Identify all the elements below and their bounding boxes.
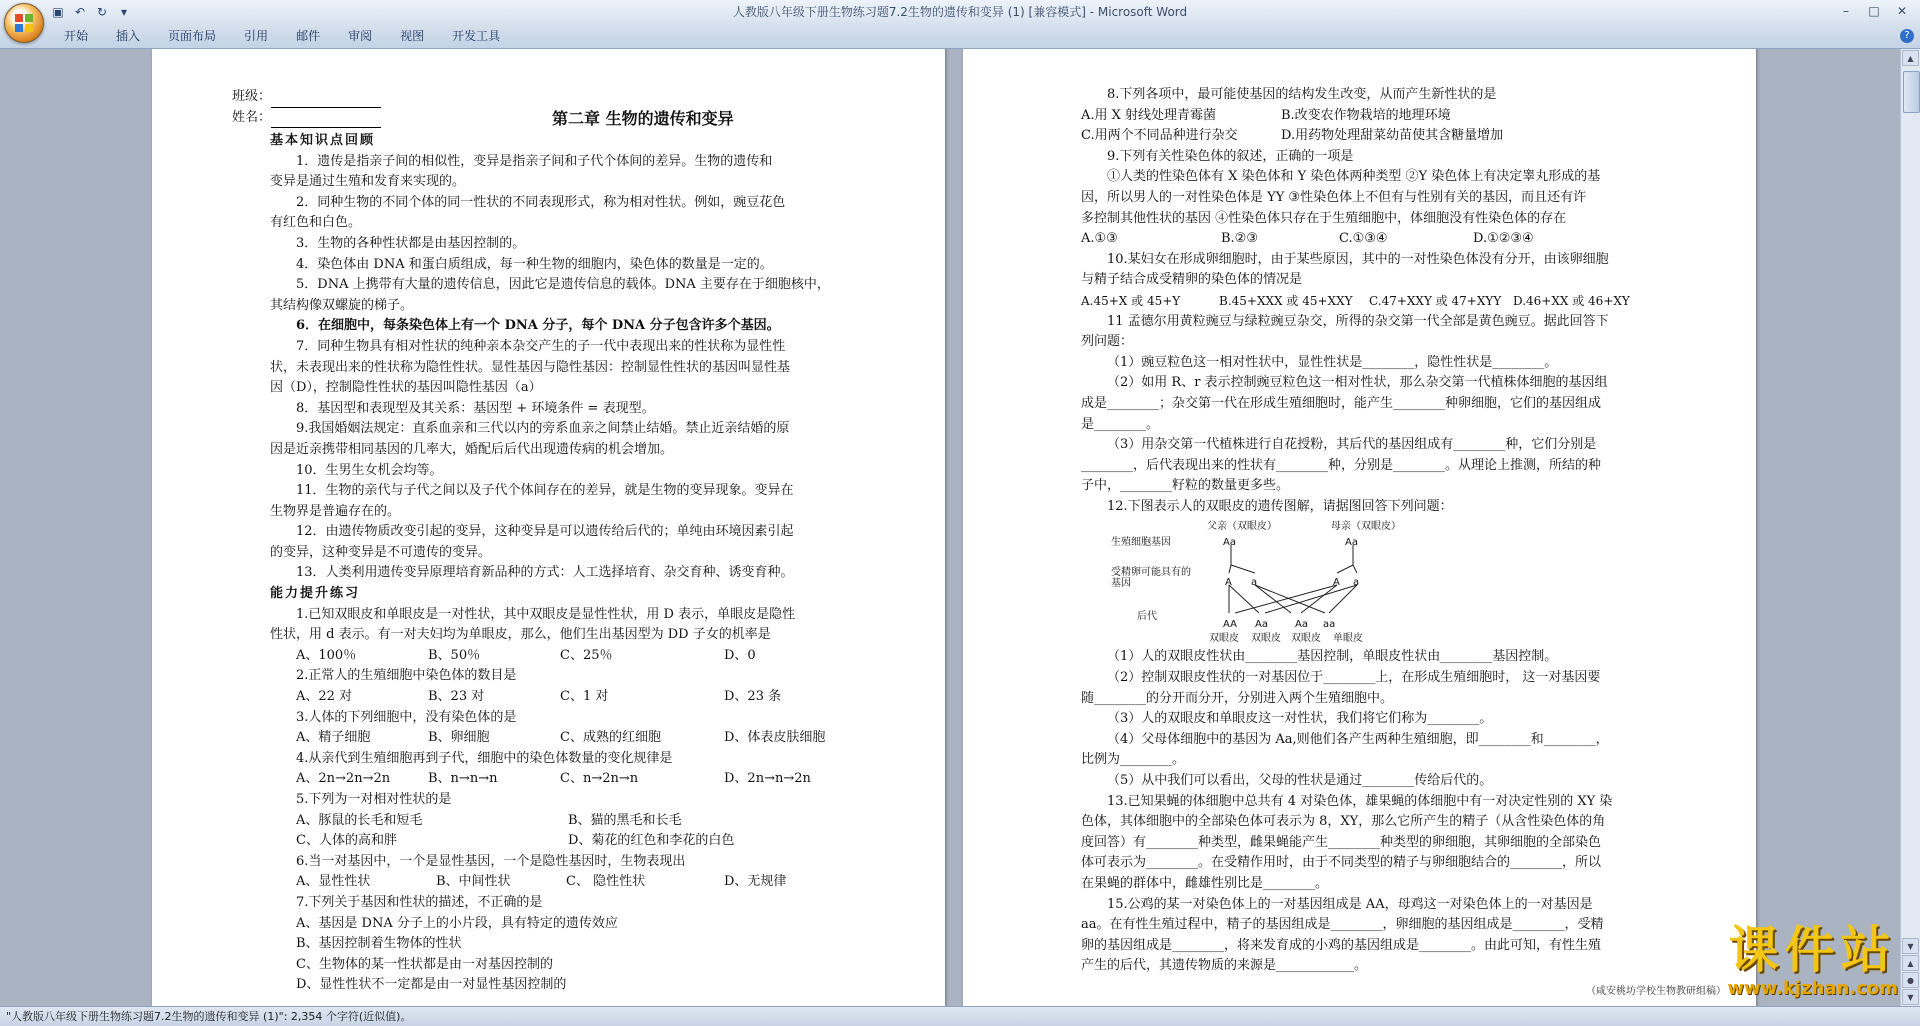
question-line: （2）如用 R、r 表示控制豌豆粒色这一相对性状，那么杂交第一代植株体细胞的基因组 xyxy=(1107,375,1608,391)
options-row xyxy=(270,872,830,893)
question-line: 13.已知果蝇的体细胞中总共有 4 对染色体，雄果蝇的体细胞中有一对决定性别的 XY 染 xyxy=(1107,793,1613,809)
option: D.用药物处理甜菜幼苗使其含糖量增加 xyxy=(1281,128,1504,144)
option: B、猫的黑毛和长毛 xyxy=(568,812,682,828)
father-label: 父亲（双眼皮） xyxy=(1207,521,1277,533)
gamete-label: A xyxy=(1225,577,1232,589)
row-label: 受精卵可能具有的基因 xyxy=(1111,567,1191,590)
credit-text: （咸安桃坊学校生物教研组稿） xyxy=(1586,986,1726,998)
watermark-url: www.kjzhan.com xyxy=(1727,978,1898,999)
question-line: 产生的后代，其遗传物质的来源是____________。 xyxy=(1081,958,1368,974)
tab-review[interactable]: 审阅 xyxy=(348,29,373,43)
question-line: 12.下图表示人的双眼皮的遗传图解，请据图回答下列问题： xyxy=(1107,498,1453,514)
maximize-button[interactable]: □ xyxy=(1868,4,1880,18)
document-area xyxy=(0,49,1900,1006)
options-row xyxy=(270,831,830,852)
section-heading: 基本知识点回顾 xyxy=(270,133,376,148)
text-line: 因是近亲携带相同基因的几率大，婚配后后代出现遗传病的机会增加。 xyxy=(270,441,674,457)
name-field[interactable] xyxy=(271,113,381,128)
option: D、显性性状不一定都是由一对显性基因控制的 xyxy=(296,977,567,993)
options-row xyxy=(270,811,830,832)
offspring-phenotype: 双眼皮 xyxy=(1251,633,1281,645)
page-header xyxy=(232,87,830,131)
scroll-down-icon[interactable]: ▼ xyxy=(1902,938,1919,954)
question-line: 卵的基因组成是________，将来发育成的小鸡的基因组成是________。由此可知，有性生殖 xyxy=(1081,937,1602,953)
option: C、n→2n→n xyxy=(560,771,639,787)
chapter-title: 第二章 生物的遗传和变异 xyxy=(552,109,734,128)
window-controls xyxy=(1832,2,1916,20)
tab-developer[interactable]: 开发工具 xyxy=(452,29,501,43)
question-line: 色体，其体细胞中的全部染色体可表示为 8，XY，那么它所产生的精子（从含性染色体的角 xyxy=(1081,814,1606,830)
question-line: 比例为________。 xyxy=(1081,752,1186,768)
next-page-icon[interactable]: ▼ xyxy=(1902,989,1919,1005)
inheritance-diagram xyxy=(1111,517,1643,647)
offspring-phenotype: 双眼皮 xyxy=(1291,633,1321,645)
options-row xyxy=(270,687,830,708)
option: A、豚鼠的长毛和短毛 xyxy=(296,812,423,828)
options-row xyxy=(1081,106,1643,127)
text-line: 其结构像双螺旋的梯子。 xyxy=(270,297,414,313)
question-line: 多控制其他性状的基因 ④性染色体只存在于生殖细胞中，体细胞没有性染色体的存在 xyxy=(1081,210,1567,226)
options-row xyxy=(270,769,830,790)
status-bar xyxy=(0,1006,1920,1026)
option: A、显性性状 xyxy=(296,874,371,890)
undo-icon[interactable]: ↶ xyxy=(74,5,86,19)
question-line: （1）豌豆粒色这一相对性状中，显性性状是________，隐性性状是________。 xyxy=(1107,354,1558,370)
options-row xyxy=(270,646,830,667)
question-line: （3）用杂交第一代植株进行自花授粉，其后代的基因组成有________种，它们分别是 xyxy=(1107,437,1597,453)
option: B.45+XXX 或 45+XXY xyxy=(1219,293,1353,308)
gamete-label: A xyxy=(1333,577,1340,589)
options-row xyxy=(1081,229,1643,250)
options-row xyxy=(1081,126,1643,147)
option: C、人体的高和胖 xyxy=(296,833,397,849)
text-line: 8．基因型和表现型及其关系：基因型 + 环境条件 = 表现型。 xyxy=(296,400,655,416)
option: A、2n→2n→2n xyxy=(296,771,391,787)
option: B、中间性状 xyxy=(436,874,511,890)
class-label: 班级： xyxy=(232,89,272,104)
question-line: ①人类的性染色体有 X 染色体和 Y 染色体两种类型 ②Y 染色体上有决定睾丸形成的基 xyxy=(1107,169,1601,185)
title-bar xyxy=(0,0,1920,49)
option: C、成熟的红细胞 xyxy=(560,730,661,746)
text-line: 变异是通过生殖和发育来实现的。 xyxy=(270,174,466,190)
text-line: 因（D），控制隐性性状的基因叫隐性基因（a） xyxy=(270,380,542,396)
option: B.改变农作物栽培的地理环境 xyxy=(1281,107,1451,123)
question-line: 8.下列各项中，最可能使基因的结构发生改变，从而产生新性状的是 xyxy=(1107,87,1497,102)
option: A、基因是 DNA 分子上的小片段，具有特定的遗传效应 xyxy=(296,915,618,931)
offspring-genotype: aa xyxy=(1323,619,1336,631)
option: B、卵细胞 xyxy=(428,730,490,746)
redo-icon[interactable]: ↻ xyxy=(96,5,108,19)
text-line: 的变异，这种变异是不可遗传的变异。 xyxy=(270,544,492,560)
watermark-title: 课件站 xyxy=(1728,921,1897,979)
ribbon-tabs xyxy=(50,26,514,46)
option: D、2n→n→2n xyxy=(724,771,811,787)
text-line: 状，未表现出来的性状称为隐性性状。显性基因与隐性基因：控制显性性状的基因叫显性基 xyxy=(270,359,791,375)
options-row xyxy=(270,728,830,749)
page-1-body xyxy=(232,87,830,996)
option: B、23 对 xyxy=(428,689,485,705)
question-line: 与精子结合成受精卵的染色体的情况是 xyxy=(1081,272,1303,288)
text-line: 有红色和白色。 xyxy=(270,215,362,231)
tab-view[interactable]: 视图 xyxy=(400,29,425,43)
question-line: （3）人的双眼皮和单眼皮这一对性状，我们将它们称为________。 xyxy=(1107,711,1493,727)
question-line: 11 孟德尔用黄粒豌豆与绿粒豌豆杂交，所得的杂交第一代全部是黄色豌豆。据此回答下 xyxy=(1107,313,1609,329)
option: D.46+XX 或 46+XY xyxy=(1513,293,1630,308)
save-icon[interactable]: ▣ xyxy=(52,5,64,19)
option: A、22 对 xyxy=(296,689,353,705)
question-line: aa。在有性生殖过程中，精子的基因组成是________，卵细胞的基因组成是________，受精 xyxy=(1081,917,1604,933)
window-title: 人教版八年级下册生物练习题7.2生物的遗传和变异 (1) [兼容模式] - Microsoft Word xyxy=(732,5,1188,19)
option: A.①③ xyxy=(1081,231,1118,247)
question-line: 度回答）有________种类型，雌果蝇能产生________种类型的卵细胞，其卵细胞的全部染色 xyxy=(1081,834,1602,850)
text-line: 2．同种生物的不同个体的同一性状的不同表现形式，称为相对性状。例如，豌豆花色 xyxy=(296,194,786,210)
text-line: 3．生物的各种性状都是由基因控制的。 xyxy=(296,235,526,251)
text-line: 1．遗传是指亲子间的相似性，变异是指亲子间和子代个体间的差异。生物的遗传和 xyxy=(296,153,773,169)
gamete-label: a xyxy=(1353,577,1360,589)
minimize-button[interactable]: – xyxy=(1843,4,1849,18)
option: D.①②③④ xyxy=(1473,231,1534,247)
question-line: 列问题： xyxy=(1081,334,1134,350)
document-info[interactable]: "人教版八年级下册生物练习题7.2生物的遗传和变异 (1)": 2,354 个字符(近似值)。 xyxy=(6,1010,412,1023)
site-watermark xyxy=(1727,922,1898,999)
page-2 xyxy=(963,49,1756,1006)
question-line: 1.已知双眼皮和单眼皮是一对性状，其中双眼皮是显性性状，用 D 表示，单眼皮是隐性 xyxy=(296,606,796,622)
option: C、 隐性性状 xyxy=(566,874,646,890)
page-2-body xyxy=(1081,85,1643,977)
question-line: 9.下列有关性染色体的叙述，正确的一项是 xyxy=(1107,148,1354,164)
gene-label: Aa xyxy=(1345,537,1358,549)
offspring-genotype: Aa xyxy=(1255,619,1268,631)
question-line: 6.当一对基因中，一个是显性基因，一个是隐性基因时，生物表现出 xyxy=(296,853,686,869)
option: C.①③④ xyxy=(1339,231,1388,247)
offspring-genotype: Aa xyxy=(1295,619,1308,631)
option: C.用两个不同品种进行杂交 xyxy=(1081,128,1238,144)
question-line: 子中，________籽粒的数量更多些。 xyxy=(1081,478,1290,494)
text-line: 13．人类利用遗传变异原理培育新品种的方式：人工选择培育、杂交育种、诱变育种。 xyxy=(296,565,794,581)
offspring-genotype: AA xyxy=(1223,619,1237,631)
help-icon[interactable]: ? xyxy=(1900,29,1914,43)
option: A、精子细胞 xyxy=(296,730,371,746)
offspring-phenotype: 单眼皮 xyxy=(1333,633,1363,645)
question-line: 成是________；杂交第一代在形成生殖细胞时，能产生________种卵细胞，它们的基因组成 xyxy=(1081,395,1602,411)
question-line: 10.某妇女在形成卵细胞时，由于某些原因，其中的一对性染色体没有分开，由该卵细胞 xyxy=(1107,251,1609,267)
question-line: （1）人的双眼皮性状由________基因控制，单眼皮性状由________基因控制。 xyxy=(1107,649,1558,665)
question-line: ________，后代表现出来的性状有________种，分别是________。从理论上推测，所结的种 xyxy=(1081,457,1602,473)
option: A.45+X 或 45+Y xyxy=(1081,293,1181,308)
customize-icon[interactable]: ▾ xyxy=(120,5,128,19)
question-line: 15.公鸡的某一对染色体上的一对基因组成是 AA，母鸡这一对染色体上的一对基因是 xyxy=(1107,896,1593,912)
option: D、体表皮肤细胞 xyxy=(724,730,826,746)
option: D、0 xyxy=(724,647,756,663)
option: B、n→n→n xyxy=(428,771,498,787)
gene-label: Aa xyxy=(1223,537,1236,549)
question-line: 4.从亲代到生殖细胞再到子代，细胞中的染色体数量的变化规律是 xyxy=(296,750,673,766)
vertical-scrollbar[interactable] xyxy=(1900,49,1920,1006)
question-line: 在果蝇的群体中，雌雄性别比是________。 xyxy=(1081,876,1329,891)
option: D、无规律 xyxy=(724,874,787,890)
tab-home[interactable]: 开始 xyxy=(64,29,89,43)
text-line: 9.我国婚姻法规定：直系血亲和三代以内的旁系血亲之间禁止结婚。禁止近亲结婚的原 xyxy=(296,421,790,437)
scroll-thumb[interactable] xyxy=(1903,71,1920,113)
previous-page-icon[interactable]: ▲ xyxy=(1902,955,1919,971)
question-line: （4）父母体细胞中的基因为 Aa,则他们各产生两种生殖细胞，即________和________， xyxy=(1107,731,1609,747)
option: B.②③ xyxy=(1221,231,1258,247)
option: C、25％ xyxy=(560,647,613,663)
option: B、基因控制着生物体的性状 xyxy=(296,936,462,952)
name-label: 姓名： xyxy=(232,109,272,125)
section-heading: 能力提升练习 xyxy=(270,586,361,602)
select-browse-object-icon[interactable]: ● xyxy=(1902,972,1919,988)
option: A、100％ xyxy=(296,647,357,663)
text-line: 4．染色体由 DNA 和蛋白质组成，每一种生物的细胞内，染色体的数量是一定的。 xyxy=(296,256,773,272)
question-line: 因，所以男人的一对性染色体是 YY ③性染色体上不但有与性别有关的基因，而且还有许 xyxy=(1081,189,1587,205)
offspring-phenotype: 双眼皮 xyxy=(1209,633,1239,645)
option: C、生物体的某一性状都是由一对基因控制的 xyxy=(296,956,553,972)
question-line: 2.正常人的生殖细胞中染色体的数目是 xyxy=(296,668,517,684)
tab-page-layout[interactable]: 页面布局 xyxy=(168,29,217,43)
text-line: 11．生物的亲代与子代之间以及子代个体间存在的差异，就是生物的变异现象。变异在 xyxy=(296,483,794,499)
question-line: 5.下列为一对相对性状的是 xyxy=(296,792,452,807)
question-line: （5）从中我们可以看出，父母的性状是通过________传给后代的。 xyxy=(1107,773,1493,789)
tab-references[interactable]: 引用 xyxy=(244,29,269,43)
text-line: 10．生男生女机会均等。 xyxy=(296,462,443,478)
question-line: 3.人体的下列细胞中，没有染色体的是 xyxy=(296,709,517,725)
option: D、菊花的红色和李花的白色 xyxy=(568,833,735,849)
text-line: 12．由遗传物质改变引起的变异，这种变异是可以遗传给后代的；单纯由环境因素引起 xyxy=(296,524,794,540)
option: B、50％ xyxy=(428,647,481,663)
scroll-bottom-controls xyxy=(1901,937,1920,1006)
gamete-label: a xyxy=(1251,577,1258,589)
text-line: 7．同种生物具有相对性状的纯种亲本杂交产生的子一代中表现出来的性状称为显性性 xyxy=(296,338,786,354)
row-label: 生殖细胞基因 xyxy=(1111,537,1171,549)
tab-insert[interactable]: 插入 xyxy=(116,29,141,43)
question-line: 7.下列关于基因和性状的描述，不正确的是 xyxy=(296,894,543,910)
option: D、23 条 xyxy=(724,689,782,705)
question-line: （2）控制双眼皮性状的一对基因位于________上，在形成生殖细胞时， 这一对基因要 xyxy=(1107,670,1601,686)
option: C.47+XXY 或 47+XYY xyxy=(1369,293,1502,308)
close-button[interactable]: ✕ xyxy=(1896,4,1908,18)
question-line: 性状，用 d 表示。有一对夫妇均为单眼皮，那么，他们生出基因型为 DD 子女的机率是 xyxy=(270,627,771,643)
row-label: 后代 xyxy=(1137,611,1157,623)
tab-mailings[interactable]: 邮件 xyxy=(296,29,321,43)
options-row xyxy=(1081,291,1643,312)
mother-label: 母亲（双眼皮） xyxy=(1331,521,1401,533)
text-line: 生物界是普遍存在的。 xyxy=(270,503,401,519)
question-line: 体可表示为________。在受精作用时，由于不同类型的精子与卵细胞结合的________，所以 xyxy=(1081,855,1602,871)
question-line: 随________的分开而分开，分别进入两个生殖细胞中。 xyxy=(1081,690,1394,706)
class-field[interactable] xyxy=(271,93,381,108)
text-line: 5．DNA 上携带有大量的遗传信息，因此它是遗传信息的载体。DNA 主要存在于细胞核中， xyxy=(296,277,830,293)
scroll-up-icon[interactable]: ▲ xyxy=(1902,50,1919,66)
text-line: 6．在细胞中，每条染色体上有一个 DNA 分子，每个 DNA 分子包含许多个基因。 xyxy=(296,318,780,334)
option: C、1 对 xyxy=(560,689,609,705)
page-1 xyxy=(152,49,945,1006)
question-line: 是________。 xyxy=(1081,416,1160,432)
option: A.用 X 射线处理青霉菌 xyxy=(1081,107,1217,123)
